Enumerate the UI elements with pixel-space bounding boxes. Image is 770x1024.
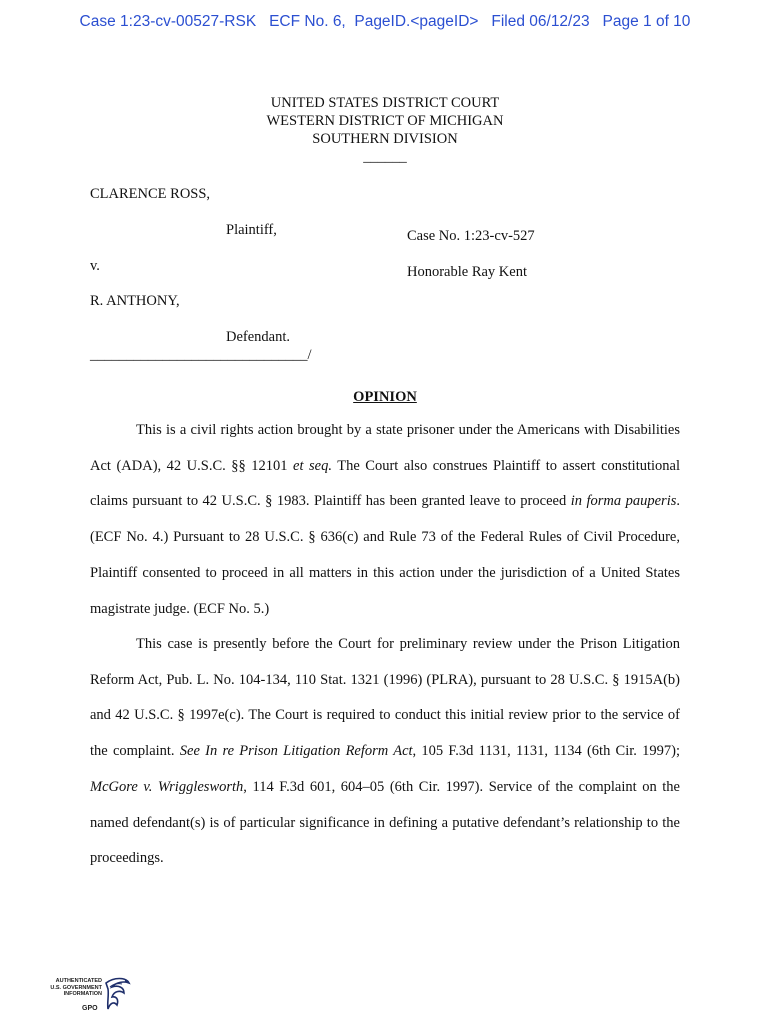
division-name: SOUTHERN DIVISION <box>312 131 458 147</box>
para2-text-3: , 114 F.3d 601, 604–05 (6th Cir. 1997). Service of the complaint on the named defendant(s) is of particular significance in defining a putative defendant’s relationship to the proceedings. <box>90 778 680 867</box>
para1-italic-1: et seq. <box>293 457 332 474</box>
para1-text-2: The Court also construes Plaintiff to assert constitutional claims pursuant to 42 U.S.C. § 1983. Plaintiff has been granted leave to proceed <box>90 457 681 510</box>
eagle-icon <box>102 975 132 1017</box>
paragraph-2 <box>90 627 680 877</box>
district-name: WESTERN DISTRICT OF MICHIGAN <box>266 113 504 129</box>
gpo-seal-line-3: INFORMATION <box>63 991 102 997</box>
caption-closing-line: ______________________________/ <box>90 347 312 363</box>
defendant-role: Defendant. <box>226 329 291 345</box>
paragraph-1 <box>90 413 680 627</box>
judge-name: Honorable Ray Kent <box>407 264 527 280</box>
opinion-title: OPINION <box>353 389 417 405</box>
para2-text-2: , 105 F.3d 1131, 1131, 1134 (6th Cir. 1997); <box>412 743 680 760</box>
plaintiff-name: CLARENCE ROSS, <box>90 186 211 202</box>
para1-text-1: This is a civil rights action brought by a state prisoner under the Americans with Disabilities Act (ADA), 42 U.S.C. §§ 12101 <box>90 422 680 474</box>
gpo-authentication-seal <box>44 975 134 1017</box>
court-name: UNITED STATES DISTRICT COURT <box>270 95 500 111</box>
court-heading <box>0 94 770 166</box>
defendant-name: R. ANTHONY, <box>90 293 180 309</box>
heading-rule: ______ <box>363 149 407 165</box>
gpo-seal-text <box>44 978 102 998</box>
gpo-seal-word: GPO <box>82 1005 98 1012</box>
para2-italic-1: See In re Prison Litigation Reform Act <box>179 743 413 760</box>
para2-italic-2: McGore v. Wrigglesworth <box>90 778 244 795</box>
case-number: Case No. 1:23-cv-527 <box>407 228 535 244</box>
plaintiff-role: Plaintiff, <box>226 222 277 238</box>
para1-text-3: . (ECF No. 4.) Pursuant to 28 U.S.C. § 636(c) and Rule 73 of the Federal Rules of Civil Procedure, Plaintiff consented to proceed in all matters in this action under the jurisdiction of a United States magistrate judge. (ECF No. 5.) <box>90 493 680 617</box>
gpo-seal-line-1: AUTHENTICATED <box>55 978 102 984</box>
para1-italic-2: in forma pauperis <box>570 493 677 510</box>
gpo-seal-line-2: U.S. GOVERNMENT <box>50 984 102 991</box>
para2-text-1: This case is presently before the Court for preliminary review under the Prison Litigation Reform Act, Pub. L. No. 104-134, 110 Stat. 1321 (1996) (PLRA), pursuant to 28 U.S.C. § 1915A(b) and 42 U.S.C. § 1997e(c). The Court is required to conduct this initial review prior to the service of the complaint. <box>90 636 680 760</box>
ecf-header-stamp: Case 1:23-cv-00527-RSK ECF No. 6, PageID.<pageID> Filed 06/12/23 Page 1 of 10 <box>79 13 691 30</box>
versus-label: v. <box>90 258 100 274</box>
